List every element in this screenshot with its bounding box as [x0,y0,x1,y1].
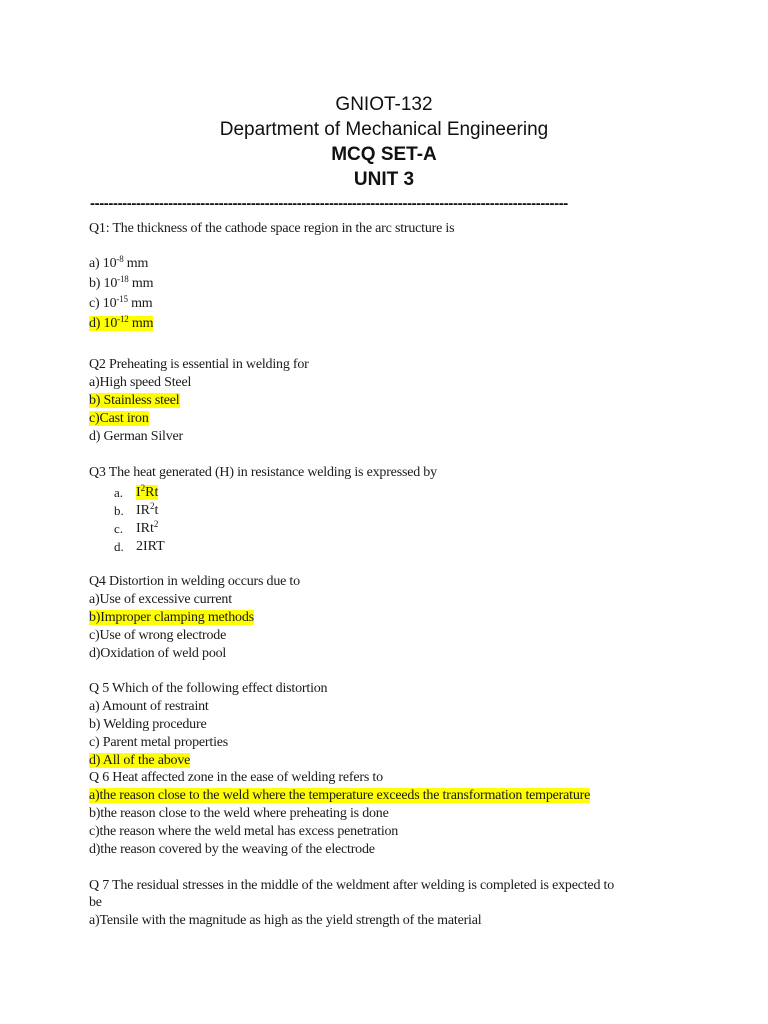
q2-text: Q2 Preheating is essential in welding for [89,357,309,372]
q2-option-a: a)High speed Steel [89,375,192,390]
q4-option-b-answer: b)Improper clamping methods [89,610,254,625]
q6-option-d: d)the reason covered by the weaving of the electrode [89,842,375,857]
q5-option-a: a) Amount of restraint [89,699,209,714]
q1-option-b: b) $10^{-18}$ mm [89,274,154,291]
q6-option-c: c)the reason where the weld metal has excess penetration [89,824,399,839]
set-title: MCQ SET-A [331,144,437,165]
q6-option-b: b)the reason close to the weld where preheating is done [89,806,389,821]
unit-title: UNIT 3 [353,169,415,190]
q3-marker-c: c. [114,521,124,536]
q7-text: Q 7 The residual stresses in the middle of the weldment after welding is completed is expected to [89,878,615,893]
q3-marker-b: b. [114,503,124,518]
separator-rule: -------------------------------------------------------------------------------------------------------- [90,195,568,212]
q4-option-a: a)Use of excessive current [89,592,232,607]
q7-text-continued: be [89,895,102,910]
q3-option-c: IRt$^2$ [136,519,159,536]
q1-text: Q1: The thickness of the cathode space region in the arc structure is [89,221,455,236]
q5-option-b: b) Welding procedure [89,717,207,732]
department-title: Department of Mechanical Engineering [219,119,549,140]
q6-text: Q 6 Heat affected zone in the ease of welding refers to [89,770,383,785]
q1-option-c: c) $10^{-15}$ mm [89,294,153,311]
course-code: GNIOT-132 [335,94,433,115]
q4-option-d: d)Oxidation of weld pool [89,646,227,661]
q5-option-d-answer: d) All of the above [89,753,191,768]
q6-option-a-answer: a)the reason close to the weld where the temperature exceeds the transformation temperature [89,788,591,803]
q3-marker-a: a. [114,485,124,500]
q5-option-c: c) Parent metal properties [89,735,229,750]
q2-option-d: d) German Silver [89,429,183,444]
q3-option-d: 2IRT [136,539,165,554]
q5-text: Q 5 Which of the following effect distortion [89,681,328,696]
q7-option-a: a)Tensile with the magnitude as high as the yield strength of the material [89,913,482,928]
q3-option-b: $IR^2t$ [136,501,159,518]
q3-option-a-answer: $I^2Rt$ [136,483,159,500]
q3-text: Q3 The heat generated (H) in resistance welding is expressed by [89,465,437,480]
q2-option-b-answer: b) Stainless steel [89,393,180,408]
q3-marker-d: d. [114,539,124,554]
q4-text: Q4 Distortion in welding occurs due to [89,574,300,589]
q1-option-a: a) $10^{-8}$ mm [89,254,149,271]
q1-option-d-answer: d) $10^{-12}$ mm [89,314,154,331]
q2-option-c-answer: c)Cast iron [89,411,149,426]
q4-option-c: c)Use of wrong electrode [89,628,227,643]
